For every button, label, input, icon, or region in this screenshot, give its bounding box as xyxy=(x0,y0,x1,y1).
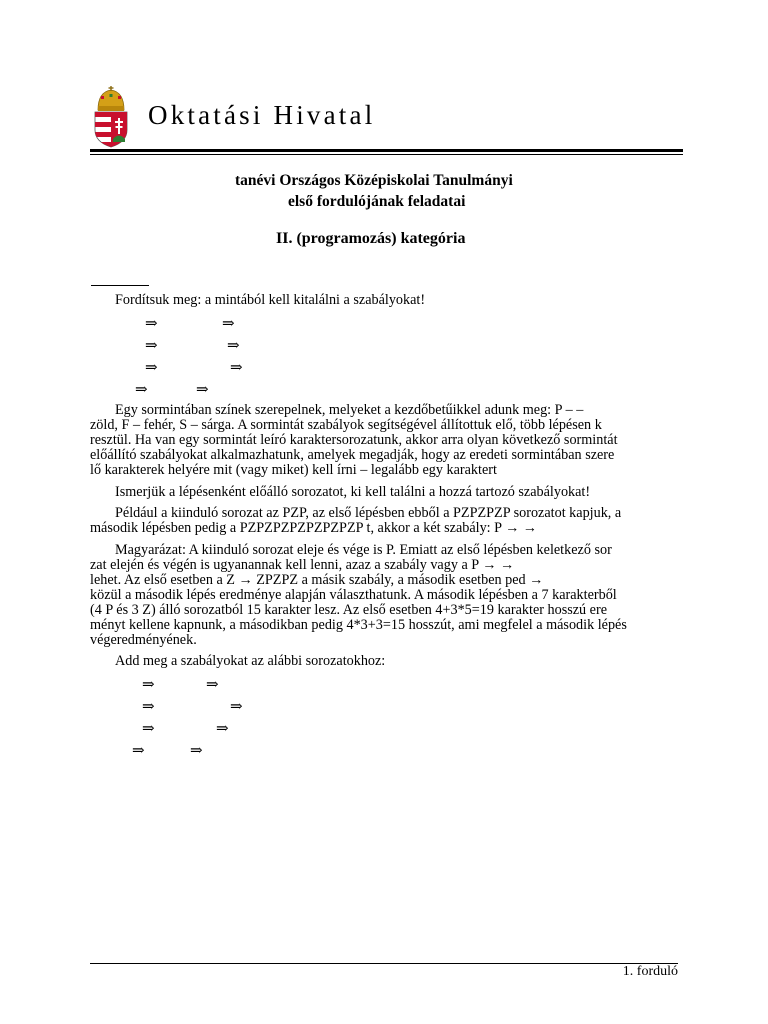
footer-rule xyxy=(90,963,678,964)
header-rule xyxy=(90,149,683,152)
paragraph-line: zat elején és végén is ugyanannak kell lenni, azaz a szabály vagy a P → → xyxy=(90,557,515,573)
arrow-icon: ⇒ xyxy=(132,743,145,759)
arrow-icon: ⇒ xyxy=(190,743,203,759)
paragraph-line: végeredményének. xyxy=(90,632,197,648)
arrow-icon: ⇒ xyxy=(230,360,243,376)
paragraph-line: előállító szabályokat alkalmazhatunk, amelyek megadják, hogy az eredeti sormintában szere xyxy=(90,447,615,463)
document-title-line-2: első fordulójának feladatai xyxy=(288,193,466,210)
arrow-icon: ⇒ xyxy=(222,316,235,332)
intro-text: Fordítsuk meg: a mintából kell kitalálni a szabályokat! xyxy=(115,292,426,308)
paragraph-line: resztül. Ha van egy sormintát leíró karaktersorozatunk, akkor arra olyan következő sormintát xyxy=(90,432,618,448)
brand-title: Oktatási Hivatal xyxy=(148,100,376,130)
paragraph-line: (4 P és 3 Z) álló sorozatból 15 karakter lesz. Az első esetben 4+3*5=19 karakter hosszú ere xyxy=(90,602,607,618)
arrow-icon: ⇒ xyxy=(145,316,158,332)
coat-of-arms-icon xyxy=(92,86,130,148)
paragraph-line: ményt kellene kapnunk, a másodikban pedig 4*3+3=15 hosszút, ami megfelel a második lépés xyxy=(90,617,627,633)
arrow-icon: ⇒ xyxy=(230,699,243,715)
paragraph-line: Magyarázat: A kiinduló sorozat eleje és vége is P. Emiatt az első lépésben keletkező sor xyxy=(115,542,612,558)
paragraph-line: Add meg a szabályokat az alábbi sorozatokhoz: xyxy=(115,653,386,669)
footer-round-label: 1. forduló xyxy=(622,964,678,979)
arrow-icon: ⇒ xyxy=(206,677,219,693)
arrow-icon: ⇒ xyxy=(142,721,155,737)
paragraph-line: közül a második lépés eredménye alapján választhatunk. A második lépésben a 7 karakterből xyxy=(90,587,617,603)
arrow-icon: ⇒ xyxy=(145,338,158,354)
paragraph-line: Például a kiinduló sorozat az PZP, az első lépésben ebből a PZPZPZP sorozatot kapjuk, a xyxy=(115,505,622,521)
section-rule xyxy=(91,285,149,286)
document-title-line-1: tanévi Országos Középiskolai Tanulmányi xyxy=(235,172,513,189)
paragraph-line: lő karakterek helyére mit (vagy miket) kell írni – legalább egy karaktert xyxy=(90,462,497,478)
paragraph-line: lehet. Az első esetben a Z → ZPZPZ a másik szabály, a második esetben ped → xyxy=(90,572,544,588)
paragraph-line: Egy sormintában színek szerepelnek, melyeket a kezdőbetűikkel adunk meg: P – – xyxy=(115,402,584,418)
arrow-icon: ⇒ xyxy=(142,677,155,693)
arrow-icon: ⇒ xyxy=(196,382,209,398)
header-rule-thin xyxy=(90,154,683,155)
arrow-icon: ⇒ xyxy=(216,721,229,737)
paragraph-line: második lépésben pedig a PZPZPZPZPZPZPZP t, akkor a két szabály: P → → xyxy=(90,520,537,536)
paragraph-line: zöld, F – fehér, S – sárga. A sormintát szabályok segítségével állítottuk elő, több lépésen k xyxy=(90,417,602,433)
arrow-icon: ⇒ xyxy=(142,699,155,715)
category-title: II. (programozás) kategória xyxy=(276,230,466,247)
paragraph-line: Ismerjük a lépésenként előálló sorozatot, ki kell találni a hozzá tartozó szabályokat! xyxy=(115,484,591,500)
arrow-icon: ⇒ xyxy=(227,338,240,354)
arrow-icon: ⇒ xyxy=(145,360,158,376)
arrow-icon: ⇒ xyxy=(135,382,148,398)
